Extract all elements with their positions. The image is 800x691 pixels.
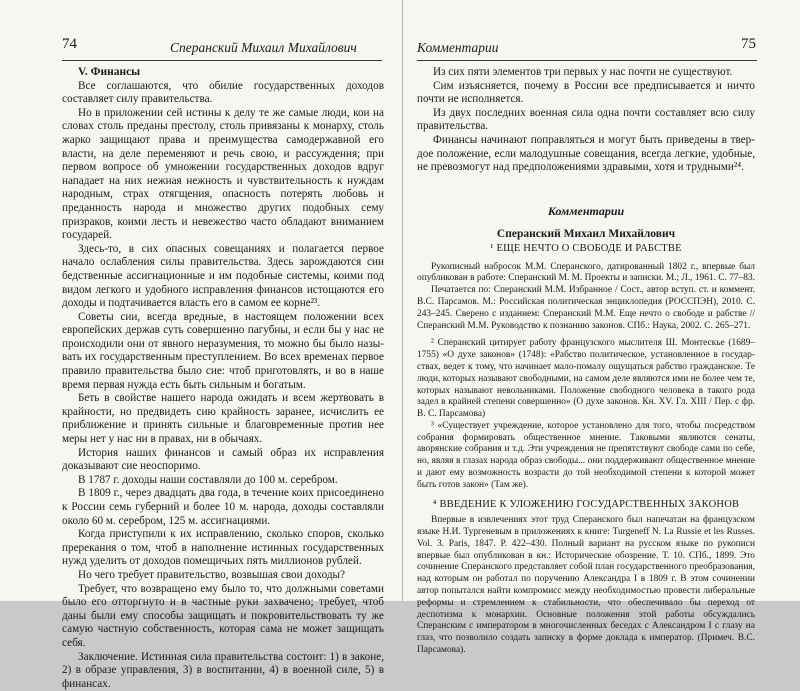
right-body: [417, 66, 755, 657]
note: Печатается по: Сперанский М.М. Избранное / Сост., автор вступ. ст. и коммент. В.С. Парсамов. М.: Российская политическая энциклопедия (РОССПЭН), 2010. С. 243–245. Сверено с изданием: Сперанский М.М. Еще нечто о свободе и рабстве // Сперанский М.М. Руководство к познанию законов. СПб.: Наука, 2002. С. 265–271.: [417, 285, 755, 331]
note: Рукописный набросок М.М. Сперанского, датированный 1802 г., впервые был опубликован в работе: Сперанский М. М. Проекты и записки. М.; Л., 1961. С. 77–83.: [417, 261, 756, 284]
paragraph: В 1787 г. доходы наши составляли до 100 м. серебром.: [78, 473, 338, 486]
note: ² Сперанский цитирует работу французского мыслителя Ш. Монтескье (1689–1755) «О духе законов» (1748): «Рабство политическое, установленное в государствах, ведет к тому, что начинает мало-помалу ощущаться рабство гражданское. Те люди, которых называют свободными, на самом деле являются ими не более чем те, которых называют невольниками. Положение свободного человека в такого рода задел в крайней степени совершенно» (О духе законов. Кн. XV. Гл. XIII / Пер. с фр. В. С. Парсамова): [417, 338, 755, 420]
header-rule: [417, 60, 757, 61]
header-rule: [62, 60, 382, 61]
running-head: Сперанский Михаил Михайлович: [170, 40, 357, 55]
paragraph: Но в приложении сей истины к делу те же самые люди, кои на словах столь преданы престолу, столь привязаны к монарху, столь жарко защищают права и преимущества самодержавной его власти, на деле переменяют и речь свою, и рассуждения; при первом вопросе об умножении государственных доходов вдруг нападает на них нежная нежность и чувствительность к нуждам народным, страх отягщения, опасность потерять любовь и преданность народа и множество других подобных сему призраков, коими лесть и невежество часто обладают вниманием государей.: [62, 106, 384, 242]
paragraph: Здесь-то, в сих опасных совещаниях и полагается первое начало ослабления силы правительства. Здесь зарождаются сии бедственные ассигнационные и им подобные системы, коими под видом легкого и удобного исправления финансов истощаются его доходы и подтачивается власть его в самом ее корне²³.: [62, 242, 384, 310]
paragraph: История наших финансов и самый образ их исправления доказывают сие неоспоримо.: [62, 446, 384, 473]
paragraph: Беть в свойстве нашего народа ожидать и всем жертвовать в крайности, но предвидеть сию крайность заранее, исчислить ее приближение и принять сильные и благовременные против нее меры нет у нас ни в правах, ни в обычаях.: [62, 392, 384, 446]
paragraph: Все соглашаются, что обилие государственных доходов составляет силу правительства.: [62, 79, 384, 106]
paragraph: В 1809 г., через двадцать два года, в течение коих присоединено к России семь губерний и более 10 м. народа, доходы составляли около 60 м. серебром, 125 м. ассигнациями.: [62, 487, 384, 527]
piece-title: ¹ ЕЩЕ НЕЧТО О СВОБОДЕ И РАБСТВЕ: [490, 242, 682, 254]
page-number: 74: [62, 36, 77, 52]
paragraph: Из двух последних военная сила одна почти составляет всю силу правительства.: [417, 106, 755, 133]
paragraph: Заключение. Истинная сила правительства состоит: 1) в законе, 2) в образе управления, 3) в воспитании, 4) в военной силе, 5) в финансах.: [62, 650, 384, 690]
paragraph: Финансы начинают поправляться и могут быть приведены в твердое положение, если малодушные совещания, всегда легкие, удобные, не превозмогут над предположениями здравыми, хотя и трудными²⁴.: [417, 133, 755, 174]
note: Впервые в извлечениях этот труд Сперанского был напечатан на французском языке Н.И. Тургеневым в приложениях к книге: Turgeneff N. La Russie et les Russes. Vol. 3. Paris, 1847. P. 422–430. Полный вариант на русском языке по рукописи впервые был опубликован в кн.: Исторические обозрение. Т. 10. СПб., 1899. Это сочинение Сперанского представляет собой план государственного преобразования, над которым он работал по поручению Александра I в 1809 г. В этом сочинении автор попытался найти компромисс между необходимостью провести либеральные реформы и стремлением к стабильности, что обеспечивало бы переход от деспотизма к монархии. Основные положения этой работы обсуждались Сперанским с императором в многочисленных беседах с Александром I с глазу на глаз, что позволило создать записку в форме доклада к император. (Примеч. В.С. Парсамова).: [417, 515, 755, 656]
note: ³ «Существует учреждение, которое установлено для того, чтобы посредством собрания формировать общественное мнение. Таковыми являются сенаты, аворянские собрания и т.д. Эти учреждения не препятствуют свободе сами по себе, но, являя в глазах народа образ свободы... они поддерживают общественное мнение и дают ему возможность возрасти до той необходимой степени к которой может быть готов закон» (Там же).: [417, 420, 755, 490]
author-heading: Сперанский Михаил Михайлович: [496, 228, 676, 241]
paragraph: Советы сии, всегда вредные, в настоящем положении всех европейских держав суть совершенно пагубны, и если бы у нас не происходили они от явного неразумения, то можно бы было называть их государственным преступлением. Во всех временах первое правило правительства было сие: чтоб приготовлять, и во в наше время первая нужда есть быть сильным и богатым.: [62, 310, 384, 391]
paragraph: Требует, что возвращено ему было то, что должными советами было его отторгнуто и в частные руки захвачено; требует, чтоб даны были ему способы защищать и покровительствовать ту же самую частную собственность, которая сама не может защищать себя.: [62, 582, 384, 649]
paragraph: Когда приступили к их исправлению, сколько споров, сколько пререкания о том, чтоб в наполнение истинных государственных нужд уделить от доходов помещичьих пять миллионов рублей.: [62, 528, 384, 568]
right-page: [402, 0, 800, 656]
running-head: Комментарии: [417, 40, 499, 55]
left-body: [62, 66, 384, 691]
spacer: [417, 218, 755, 228]
page-number: 75: [741, 36, 756, 52]
spacer: [417, 175, 755, 205]
section-title: V. Финансы: [78, 66, 141, 78]
paragraph: Но чего требует правительство, возвышая свои доходы?: [78, 568, 346, 581]
comments-title: Комментарии: [547, 203, 625, 218]
piece-title: ⁴ ВВЕДЕНИЕ К УЛОЖЕНИЮ ГОСУДАРСТВЕННЫХ ЗАКОНОВ: [432, 498, 740, 510]
paragraph: Сим изъясняется, почему в России все предписывается и ничто почти не исполняется.: [417, 79, 755, 106]
paragraph: Из сих пяти элементов три первых у нас почти не существуют.: [433, 66, 733, 78]
